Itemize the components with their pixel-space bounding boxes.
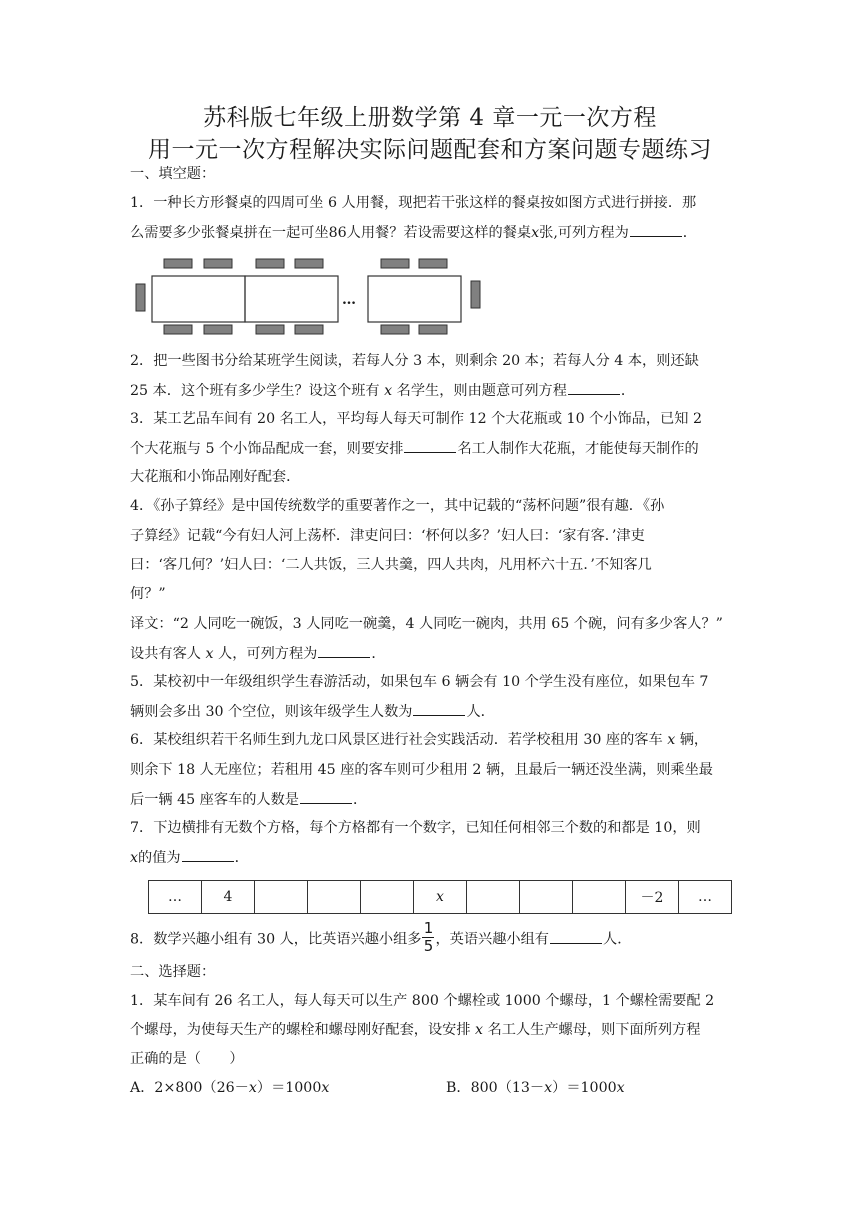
q7-line-1: 7．下边横排有无数个方格，每个方格都有一个数字，已知任何相邻三个数的和都是 10，则 <box>130 820 701 836</box>
q6-line-1 <box>130 730 730 750</box>
option-a-text-mid: ）＝1000 <box>256 1080 322 1096</box>
sequence-cell <box>361 881 414 913</box>
q6-text-b2: ． <box>352 792 368 808</box>
sequence-cell <box>308 881 361 913</box>
c1-text-b: 名工人生产螺母，则下面所列方程 <box>487 1022 701 1038</box>
q8-line-1 <box>130 919 730 957</box>
q7-text-b: ． <box>234 850 249 866</box>
q2-line-1: 2．把一些图书分给某班学生阅读，若每人分 3 本，则剩余 20 本；若每人分 4 本，则还缺 <box>130 353 699 369</box>
q3-text-b: 名工人制作大花瓶，才能使每天制作的 <box>457 441 699 457</box>
c1-line-1: 1．某车间有 26 名工人，每人每天可以生产 800 个螺栓或 1000 个螺母，1 个螺栓需要配 2 <box>130 993 715 1009</box>
section-2-heading: 二、选择题： <box>130 964 216 980</box>
sequence-cell <box>573 881 626 913</box>
q1-text-b: 张,可列方程为 <box>539 225 629 241</box>
seat-top-1 <box>164 259 192 268</box>
seat-bottom-6 <box>419 325 447 334</box>
q7-line-2 <box>130 847 730 868</box>
seat-bottom-5 <box>381 325 409 334</box>
q8-answer-blank[interactable] <box>550 929 602 944</box>
q1-answer-blank[interactable] <box>630 222 682 237</box>
sequence-cell: －2 <box>626 881 679 913</box>
seat-top-4 <box>295 259 323 268</box>
q4-line-1: 4．《孙子算经》是中国传统数学的重要著作之一，其中记载的“荡杯问题”很有趣．《孙 <box>130 498 665 514</box>
option-b-var-2: x <box>616 1080 625 1096</box>
q6-text-a2: 后一辆 45 座客车的人数是 <box>130 792 299 808</box>
table-3 <box>368 276 461 322</box>
q8-text-b: ，英语兴趣小组有 <box>435 931 549 948</box>
q7-text-a: 的值为 <box>138 850 181 866</box>
q5-text-a: 辆则会多出 30 个空位，则该年级学生人数为 <box>130 704 413 720</box>
q2-text-c: ． <box>620 383 636 399</box>
seat-top-6 <box>419 259 447 268</box>
q5-line-2 <box>130 701 730 722</box>
sequence-cell <box>520 881 573 913</box>
section-1-heading: 一、填空题： <box>130 166 216 182</box>
q3-line-3: 大花瓶和小饰品刚好配套． <box>130 469 301 485</box>
q4-answer-blank[interactable] <box>318 643 370 658</box>
c1-line-2 <box>130 1020 730 1040</box>
seat-top-5 <box>381 259 409 268</box>
q2-answer-blank[interactable] <box>568 380 620 395</box>
q4-line-4: 何？” <box>130 586 166 602</box>
table-2 <box>245 276 338 322</box>
q2-text-a: 25 本．这个班有多少学生？设这个班有 <box>130 383 380 399</box>
option-b[interactable] <box>446 1078 625 1098</box>
seat-top-3 <box>256 259 284 268</box>
q4-line-3: 曰：‘客几何？’妇人曰：‘二人共饭，三人共羹，四人共肉，凡用杯六十五．’不知客几 <box>130 557 652 573</box>
q2-text-b: 名学生，则由题意可列方程 <box>396 383 567 399</box>
q5-line-1: 5．某校初中一年级组织学生春游活动，如果包车 6 辆会有 10 个学生没有座位，如果包车 7 <box>130 674 709 690</box>
q1-text-a: 么需要多少张餐桌拼在一起可坐86人用餐？若设需要这样的餐桌 <box>130 225 532 241</box>
document-title-line-1: 苏科版七年级上册数学第 4 章一元一次方程 <box>203 105 657 131</box>
q3-answer-blank[interactable] <box>404 438 456 453</box>
q6-line-2: 则余下 18 人无座位；若租用 45 座的客车则可少租用 2 辆，且最后一辆还没坐满，则乘坐最 <box>130 762 713 778</box>
sequence-cell: … <box>698 889 712 905</box>
document-title-line-2: 用一元一次方程解决实际问题配套和方案问题专题练习 <box>148 137 712 163</box>
q1-variable: x <box>531 225 540 241</box>
seat-right <box>471 281 480 308</box>
option-a[interactable] <box>130 1078 329 1098</box>
q6-line-3 <box>130 789 730 810</box>
q3-line-1: 3．某工艺品车间有 20 名工人，平均每人每天可制作 12 个大花瓶或 10 个小饰品，已知 2 <box>130 411 702 427</box>
seat-bottom-1 <box>164 325 192 334</box>
q1-line-1: 1．一种长方形餐桌的四周可坐 6 人用餐，现把若干张这样的餐桌按如图方式进行拼接．那 <box>130 195 697 211</box>
figure-ellipsis: … <box>342 292 356 308</box>
q6-variable: x <box>667 732 676 748</box>
sequence-cell: 4 <box>202 881 255 913</box>
q1-text-c: ． <box>682 225 697 241</box>
q4-variable: x <box>205 646 214 662</box>
sequence-cell: … <box>149 881 202 913</box>
table-arrangement-figure <box>130 252 490 342</box>
q1-line-2 <box>130 222 730 243</box>
seat-bottom-2 <box>204 325 232 334</box>
q4-text-c: ． <box>371 646 386 662</box>
q2-variable: x <box>384 383 393 399</box>
q8-text-a: 8．数学兴趣小组有 30 人，比英语兴趣小组多 <box>130 931 422 948</box>
option-b-var-1: x <box>544 1080 553 1096</box>
sequence-cell <box>255 881 308 913</box>
c1-line-3: 正确的是（ ） <box>130 1051 244 1067</box>
table-1 <box>152 276 245 322</box>
fraction-one-fifth <box>422 920 434 955</box>
q6-text-a: 6．某校组织若干名师生到九龙口风景区进行社会实践活动．若学校租用 30 座的客车 <box>130 732 663 748</box>
fraction-numerator: 1 <box>423 919 434 937</box>
option-b-text-pre: B．800（13－ <box>446 1080 545 1096</box>
number-sequence-grid <box>148 880 732 914</box>
seat-top-2 <box>204 259 232 268</box>
q7-variable: x <box>130 850 139 866</box>
q5-answer-blank[interactable] <box>413 701 465 716</box>
q5-text-b: 人． <box>466 704 495 720</box>
fraction-denominator: 5 <box>423 937 434 955</box>
q4-line-6 <box>130 643 730 664</box>
q7-answer-blank[interactable] <box>182 847 234 862</box>
q3-text-a: 个大花瓶与 5 个小饰品配成一套，则要安排 <box>130 441 404 457</box>
seat-left <box>136 284 145 311</box>
option-a-var-1: x <box>248 1080 257 1096</box>
seat-bottom-3 <box>256 325 284 334</box>
q3-line-2 <box>130 438 730 459</box>
q4-text-b: 人，可列方程为 <box>218 646 318 662</box>
q4-line-5: 译文：“2 人同吃一碗饭，3 人同吃一碗羹，4 人同吃一碗肉，共用 65 个碗，问有多少客人？” <box>130 616 723 632</box>
q6-answer-blank[interactable] <box>300 789 352 804</box>
q8-text-c: 人． <box>603 931 632 948</box>
option-a-text-pre: A．2×800（26－ <box>130 1080 249 1096</box>
c1-text-a: 个螺母，为使每天生产的螺栓和螺母刚好配套，设安排 <box>130 1022 471 1038</box>
q4-text-a: 设共有客人 <box>130 646 201 662</box>
q4-line-2: 子算经》记载“今有妇人河上荡杯．津吏问曰：‘杯何以多？’妇人曰：‘家有客．’津吏 <box>130 528 645 544</box>
sequence-cell <box>467 881 520 913</box>
option-b-text-mid: ）＝1000 <box>552 1080 617 1096</box>
q6-text-b: 辆， <box>679 732 709 748</box>
c1-variable: x <box>475 1022 484 1038</box>
q2-line-2 <box>130 380 730 401</box>
sequence-cell-x: x <box>414 881 467 913</box>
seat-bottom-4 <box>295 325 323 334</box>
option-a-var-2: x <box>321 1080 330 1096</box>
